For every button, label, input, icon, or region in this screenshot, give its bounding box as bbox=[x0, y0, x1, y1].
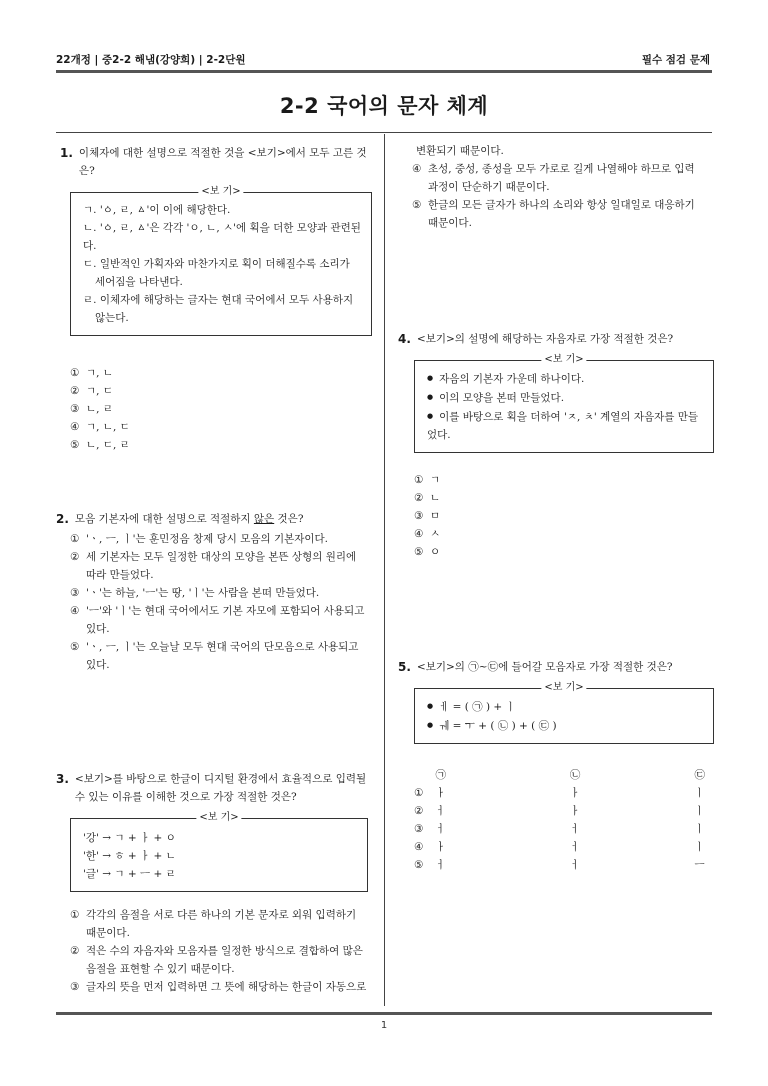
option-cell: ㅓ bbox=[435, 823, 446, 835]
answer-option[interactable] bbox=[70, 978, 372, 996]
example-bullet: ● 이의 모양을 본떠 만들었다. bbox=[427, 388, 703, 407]
question-text: <보기>의 설명에 해당하는 자음자로 가장 적절한 것은? bbox=[416, 333, 674, 345]
option-cell: ㅓ bbox=[435, 805, 446, 817]
answer-option[interactable] bbox=[412, 196, 712, 232]
option-line bbox=[412, 178, 712, 196]
option-number: ③ bbox=[414, 823, 424, 835]
example-box bbox=[414, 354, 714, 453]
option-text: 있다. bbox=[86, 659, 110, 671]
option-number: ⑤ bbox=[70, 439, 80, 451]
column-divider bbox=[384, 134, 385, 1006]
option-text: 때문이다. bbox=[86, 927, 130, 939]
option-line bbox=[70, 656, 372, 674]
answer-options bbox=[56, 906, 372, 996]
option-cell: ㅣ bbox=[694, 787, 705, 799]
option-text: 과정이 단순하기 때문이다. bbox=[428, 181, 550, 193]
example-box bbox=[414, 682, 714, 744]
option-number: ② bbox=[70, 945, 80, 957]
answer-option[interactable] bbox=[412, 160, 712, 196]
column-header: ㉠ bbox=[435, 769, 447, 781]
answer-option[interactable] bbox=[414, 507, 714, 525]
question-number: 2. bbox=[56, 512, 69, 526]
option-cell: ㅣ bbox=[694, 805, 705, 817]
question-4 bbox=[398, 330, 714, 561]
answer-option[interactable] bbox=[70, 906, 372, 942]
option-line bbox=[70, 906, 372, 924]
option-line bbox=[412, 214, 712, 232]
header-spacer bbox=[414, 766, 432, 784]
option-number: ⑤ bbox=[414, 546, 424, 558]
option-number: ③ bbox=[70, 981, 80, 993]
option-line bbox=[70, 924, 372, 942]
option-cell: ㅣ bbox=[694, 841, 705, 853]
question-number: 4. bbox=[398, 332, 411, 346]
example-bullet: ● ㅞ = ㅜ + ( ㉡ ) + ( ㉢ ) bbox=[427, 716, 703, 735]
option-cell: ㅏ bbox=[569, 787, 581, 799]
answer-option[interactable] bbox=[414, 525, 714, 543]
answer-options bbox=[60, 364, 372, 454]
answer-options bbox=[398, 471, 714, 561]
option-number: ④ bbox=[414, 528, 424, 540]
answer-option[interactable] bbox=[70, 584, 372, 602]
option-line bbox=[70, 584, 372, 602]
box-label: <보 기> bbox=[198, 185, 243, 199]
example-box bbox=[70, 812, 368, 892]
answer-option[interactable] bbox=[70, 400, 372, 418]
column-header: ㉡ bbox=[569, 769, 581, 781]
option-number: ③ bbox=[70, 587, 80, 599]
example-line: ㄱ. 'ㆁ, ㄹ, ㅿ'이 이에 해당한다. bbox=[83, 204, 231, 216]
header-rule bbox=[56, 70, 712, 73]
option-line bbox=[70, 942, 372, 960]
option-line bbox=[70, 602, 372, 620]
option-text: ㄱ bbox=[430, 474, 441, 486]
option-number: ② bbox=[70, 385, 80, 397]
option-text: 세 기본자는 모두 일정한 대상의 모양을 본뜬 상형의 원리에 bbox=[86, 551, 357, 563]
option-number: ① bbox=[414, 474, 424, 486]
option-line bbox=[70, 960, 372, 978]
answer-option[interactable] bbox=[70, 942, 372, 978]
option-number: ① bbox=[414, 787, 424, 799]
option-number: ② bbox=[414, 805, 424, 817]
option-line bbox=[412, 196, 712, 214]
option-number: ④ bbox=[70, 421, 80, 433]
option-text: 'ㅡ'와 'ㅣ'는 현대 국어에서도 기본 자모에 포함되어 사용되고 bbox=[86, 605, 365, 617]
answer-option[interactable] bbox=[414, 784, 714, 802]
answer-option[interactable] bbox=[414, 838, 714, 856]
example-bullet: ● ㅔ = ( ㉠ ) + ㅣ bbox=[427, 697, 703, 716]
option-cell: ㅓ bbox=[435, 859, 446, 871]
option-cell: ㅏ bbox=[569, 805, 581, 817]
option-text: 초성, 중성, 종성을 모두 가로로 길게 나열해야 하므로 입력 bbox=[428, 163, 695, 175]
title-rule bbox=[56, 132, 712, 133]
option-text: ㄴ, ㄷ, ㄹ bbox=[86, 439, 130, 451]
option-text: 글자의 뜻을 먼저 입력하면 그 뜻에 해당하는 한글이 자동으로 bbox=[86, 981, 367, 993]
option-line bbox=[70, 566, 372, 584]
example-line: 않는다. bbox=[95, 312, 129, 324]
column-header: ㉢ bbox=[694, 769, 706, 781]
option-number: ⑤ bbox=[412, 199, 422, 211]
option-line bbox=[70, 978, 372, 996]
box-label: <보 기> bbox=[196, 811, 241, 825]
option-text: 적은 수의 자음자와 모음자를 일정한 방식으로 결합하여 많은 bbox=[86, 945, 363, 957]
answer-option[interactable] bbox=[70, 436, 372, 454]
box-label: <보 기> bbox=[541, 681, 586, 695]
page-title: 2-2 국어의 문자 체계 bbox=[279, 94, 489, 118]
footer-rule bbox=[56, 1012, 712, 1015]
answer-table bbox=[398, 766, 714, 874]
option-line bbox=[412, 160, 712, 178]
example-line: '한' → ㅎ + ㅏ + ㄴ bbox=[83, 850, 176, 862]
option-text: ㄱ, ㄷ bbox=[86, 385, 113, 397]
option-number: ① bbox=[70, 909, 80, 921]
option-text: ㅇ bbox=[430, 546, 441, 558]
header-right: 필수 점검 문제 bbox=[641, 54, 710, 66]
option-text: 있다. bbox=[86, 623, 110, 635]
option-text: ㅅ bbox=[430, 528, 441, 540]
option-cell: ㅣ bbox=[694, 823, 705, 835]
option-number: ④ bbox=[412, 163, 422, 175]
option-number: ⑤ bbox=[414, 859, 424, 871]
question-number: 5. bbox=[398, 660, 411, 674]
option-line bbox=[70, 548, 372, 566]
question-text: <보기>를 바탕으로 한글이 디지털 환경에서 효율적으로 입력될 수 있는 이유를 이해한 것으로 가장 적절한 것은? bbox=[74, 773, 367, 803]
answer-option[interactable] bbox=[414, 471, 714, 489]
option-number: ② bbox=[70, 551, 80, 563]
option-text: 음절을 표현할 수 있기 때문이다. bbox=[86, 963, 235, 975]
option-cell: ㅏ bbox=[435, 841, 446, 853]
question-text: <보기>의 ㉠~㉢에 들어갈 모음자로 가장 적절한 것은? bbox=[416, 661, 673, 673]
option-line bbox=[70, 620, 372, 638]
option-text: 'ㆍ, ㅡ, ㅣ'는 훈민정음 창제 당시 모음의 기본자이다. bbox=[86, 533, 329, 545]
option-number: ② bbox=[414, 492, 424, 504]
option-text: ㄴ bbox=[430, 492, 441, 504]
option-text: 변환되기 때문이다. bbox=[416, 145, 504, 157]
option-number: ⑤ bbox=[70, 641, 80, 653]
question-text: 이체자에 대한 설명으로 적절한 것을 <보기>에서 모두 고른 것은? bbox=[78, 147, 367, 177]
option-number: ④ bbox=[414, 841, 424, 853]
option-line bbox=[70, 638, 372, 656]
answer-option[interactable] bbox=[70, 364, 372, 382]
option-cell: ㅓ bbox=[569, 841, 581, 853]
answer-option[interactable] bbox=[70, 602, 372, 638]
header-left: 22개정 | 중2-2 해냄(강양희) | 2-2단원 bbox=[56, 54, 246, 66]
option-number: ③ bbox=[70, 403, 80, 415]
example-bullet: ● 이를 바탕으로 획을 더하여 'ㅈ, ㅊ' 계열의 자음자를 만들었다. bbox=[427, 407, 703, 444]
option-text: 때문이다. bbox=[428, 217, 472, 229]
answer-option[interactable] bbox=[70, 548, 372, 584]
answer-option[interactable] bbox=[70, 638, 372, 674]
option-text: 따라 만들었다. bbox=[86, 569, 154, 581]
option-number: ① bbox=[70, 533, 80, 545]
example-line: '강' → ㄱ + ㅏ + ㅇ bbox=[83, 832, 176, 844]
answer-option[interactable] bbox=[414, 489, 714, 507]
example-line: ㄹ. 이체자에 해당하는 글자는 현대 국어에서 모두 사용하지 bbox=[83, 294, 354, 306]
answer-option[interactable] bbox=[414, 802, 714, 820]
example-box bbox=[70, 186, 372, 336]
question-3 bbox=[56, 770, 372, 996]
answer-option[interactable] bbox=[414, 856, 714, 874]
option-line bbox=[70, 530, 372, 548]
example-line: 세어짐을 나타낸다. bbox=[95, 276, 183, 288]
option-cell: ㅓ bbox=[569, 859, 581, 871]
answer-option[interactable] bbox=[414, 543, 714, 561]
option-text: 한글의 모든 글자가 하나의 소리와 항상 일대일로 대응하기 bbox=[428, 199, 695, 211]
answer-table-header bbox=[414, 766, 714, 784]
option-text: ㄱ, ㄴ bbox=[86, 367, 113, 379]
option-cell: ㅏ bbox=[435, 787, 446, 799]
option-text: ㅁ bbox=[430, 510, 441, 522]
option-cell: ㅓ bbox=[569, 823, 581, 835]
question-1 bbox=[60, 144, 372, 454]
answer-options bbox=[56, 530, 372, 674]
option-number: ④ bbox=[70, 605, 80, 617]
option-text: 각각의 음절을 서로 다른 하나의 기본 문자로 외워 입력하기 bbox=[86, 909, 357, 921]
box-label: <보 기> bbox=[541, 353, 586, 367]
question-number: 3. bbox=[56, 772, 69, 786]
option-text: ㄱ, ㄴ, ㄷ bbox=[86, 421, 130, 433]
answer-option[interactable] bbox=[70, 382, 372, 400]
answer-option[interactable] bbox=[414, 820, 714, 838]
answer-option[interactable] bbox=[70, 418, 372, 436]
page-number: 1 bbox=[380, 1020, 388, 1031]
question-number: 1. bbox=[60, 146, 73, 160]
question-2 bbox=[56, 510, 372, 674]
option-text: ㄴ, ㄹ bbox=[86, 403, 113, 415]
option-number: ① bbox=[70, 367, 80, 379]
question-5 bbox=[398, 658, 714, 874]
option-text: 'ㆍ, ㅡ, ㅣ'는 오늘날 모두 현대 국어의 단모음으로 사용되고 bbox=[86, 641, 359, 653]
option-cell: ㅡ bbox=[694, 859, 705, 871]
example-line: '글' → ㄱ + ㅡ + ㄹ bbox=[83, 868, 176, 880]
example-line: ㄷ. 일반적인 가획자와 마찬가지로 획이 더해질수록 소리가 bbox=[83, 258, 350, 270]
option-text: 'ㆍ'는 하늘, 'ㅡ'는 땅, 'ㅣ'는 사람을 본떠 만들었다. bbox=[86, 587, 320, 599]
option-line bbox=[412, 142, 712, 160]
question-text: 모음 기본자에 대한 설명으로 적절하지 않은 것은? bbox=[74, 513, 304, 525]
question-3-continued bbox=[412, 142, 712, 232]
example-line: ㄴ. 'ㆁ, ㄹ, ㅿ'은 각각 'ㅇ, ㄴ, ㅅ'에 획을 더한 모양과 관련된다. bbox=[83, 222, 361, 252]
answer-option[interactable] bbox=[70, 530, 372, 548]
option-number: ③ bbox=[414, 510, 424, 522]
example-bullet: ● 자음의 기본자 가운데 하나이다. bbox=[427, 369, 703, 388]
